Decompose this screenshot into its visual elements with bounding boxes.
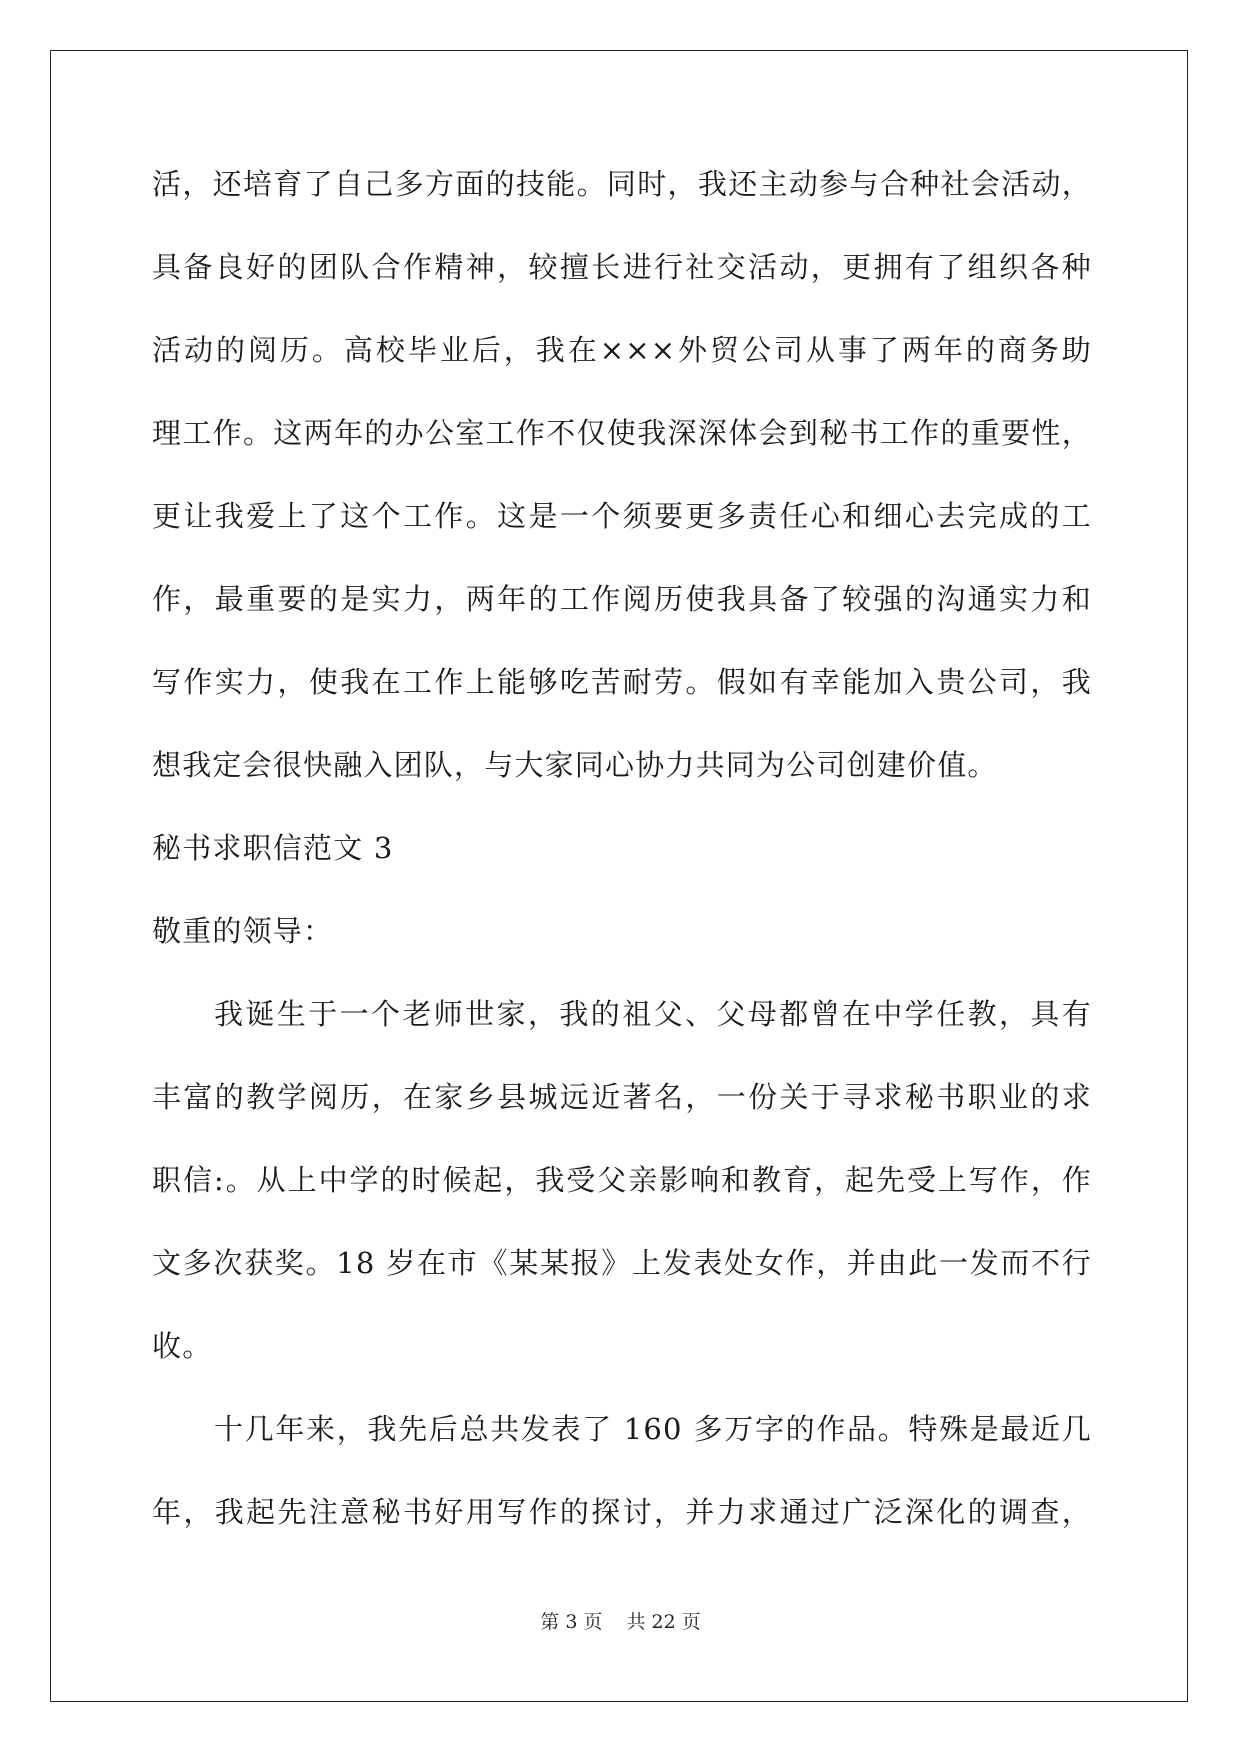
- paragraph-line: 作，最重要的是实力，两年的工作阅历使我具备了较强的沟通实力和: [152, 582, 1092, 616]
- paragraph-line: 收。: [152, 1329, 213, 1363]
- page-total: 共 22 页: [626, 1611, 701, 1633]
- paragraph-line: 文多次获奖。18 岁在市《某某报》上发表处女作，并由此一发而不行: [152, 1246, 1092, 1280]
- paragraph-line: 想我定会很快融入团队，与大家同心协力共同为公司创建价值。: [152, 748, 998, 782]
- paragraph-line: 活，还培育了自己多方面的技能。同时，我还主动参与合种社会活动，: [152, 167, 1092, 201]
- paragraph-line: 十几年来，我先后总共发表了 160 多万字的作品。特殊是最近几: [214, 1412, 1092, 1446]
- paragraph-line: 具备良好的团队合作精神，较擅长进行社交活动，更拥有了组织各种: [152, 250, 1092, 284]
- paragraph-line: 职信:。从上中学的时候起，我受父亲影响和教育，起先受上写作，作: [152, 1163, 1092, 1197]
- paragraph-line: 写作实力，使我在工作上能够吃苦耐劳。假如有幸能加入贵公司，我: [152, 665, 1092, 699]
- paragraph-line: 理工作。这两年的办公室工作不仅使我深深体会到秘书工作的重要性，: [152, 416, 1092, 450]
- document-body: [152, 160, 1092, 1571]
- paragraph-line: 活动的阅历。高校毕业后，我在×××外贸公司从事了两年的商务助: [152, 333, 1092, 367]
- salutation: 敬重的领导：: [152, 914, 334, 948]
- paragraph-line: 年，我起先注意秘书好用写作的探讨，并力求通过广泛深化的调查，: [152, 1495, 1092, 1529]
- page-footer: [0, 1610, 1241, 1634]
- paragraph-line: 丰富的教学阅历，在家乡县城远近著名，一份关于寻求秘书职业的求: [152, 1080, 1092, 1114]
- page-number: 第 3 页: [540, 1611, 603, 1633]
- section-heading: 秘书求职信范文 3: [152, 831, 394, 865]
- paragraph-line: 更让我爱上了这个工作。这是一个须要更多责任心和细心去完成的工: [152, 499, 1092, 533]
- paragraph-line: 我诞生于一个老师世家，我的祖父、父母都曾在中学任教，具有: [214, 997, 1092, 1031]
